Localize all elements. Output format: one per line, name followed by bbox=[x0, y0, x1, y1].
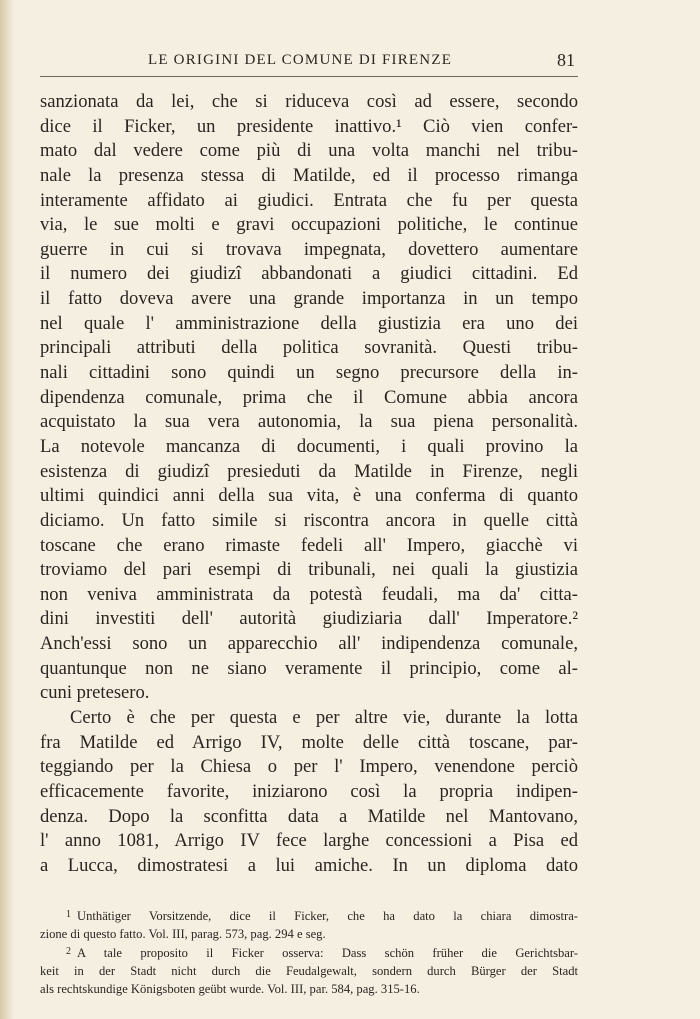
text-line: non veniva amministrata da potestà feudali, ma da' citta- bbox=[40, 583, 578, 605]
text-line: principali attributi della politica sovranità. Questi tribu- bbox=[40, 337, 578, 359]
footnotes bbox=[40, 906, 578, 999]
text-line: nale la presenza stessa di Matilde, ed il processo rimanga bbox=[40, 164, 578, 186]
footnote-1 bbox=[40, 906, 578, 925]
running-title: LE ORIGINI DEL COMUNE DI FIRENZE bbox=[148, 52, 453, 68]
body-text bbox=[40, 90, 578, 879]
text-line: dice il Ficker, un presidente inattivo.¹ Ciò vien confer- bbox=[40, 115, 578, 137]
text-line: acquistato la sua vera autonomia, la sua piena personalità. bbox=[40, 411, 578, 433]
text-line: cuni pretesero. bbox=[40, 682, 150, 704]
text-line: fra Matilde ed Arrigo IV, molte delle città toscane, par- bbox=[40, 731, 578, 753]
text-line: dipendenza comunale, prima che il Comune abbia ancora bbox=[40, 386, 578, 408]
footnote-text: als rechtskundige Königsboten geübt wurde. Vol. III, par. 584, pag. 315-16. bbox=[40, 982, 420, 997]
text-line: nel quale l' amministrazione della giustizia era uno dei bbox=[40, 312, 578, 334]
text-line: guerre in cui si trovava impegnata, dovettero aumentare bbox=[40, 238, 578, 260]
text-line: via, le sue molti e gravi occupazioni politiche, le continue bbox=[40, 214, 578, 236]
footnote-marker: 1 bbox=[66, 909, 71, 920]
text-line: ultimi quindici anni della sua vita, è una conferma di quanto bbox=[40, 485, 578, 507]
text-line: teggiando per la Chiesa o per l' Impero, venendone perciò bbox=[40, 756, 578, 778]
footnote-text: A tale proposito il Ficker osserva: Dass schön früher die Gerichtsbar- bbox=[77, 946, 578, 961]
footnote-text: keit in der Stadt nicht durch die Feudalgewalt, sondern durch Bürger der Stadt bbox=[40, 963, 578, 978]
text-line: mato dal vedere come più di una volta manchi nel tribu- bbox=[40, 140, 578, 162]
text-line: toscane che erano rimaste fedeli all' Impero, giacchè vi bbox=[40, 534, 578, 556]
text-line: dini investiti dell' autorità giudiziaria dall' Imperatore.² bbox=[40, 608, 578, 630]
text-line: Anch'essi sono un apparecchio all' indipendenza comunale, bbox=[40, 633, 578, 655]
text-line: efficacemente favorite, iniziarono così la propria indipen- bbox=[40, 780, 578, 802]
text-line: nali cittadini sono quindi un segno precursore della in- bbox=[40, 362, 578, 384]
text-line: denza. Dopo la sconfitta data a Matilde nel Mantovano, bbox=[40, 805, 578, 827]
footnote-text: zione di questo fatto. Vol. III, parag. 573, pag. 294 e seg. bbox=[40, 926, 326, 941]
text-line-paragraph-start: Certo è che per questa e per altre vie, durante la lotta bbox=[70, 707, 578, 729]
footnote-marker: 2 bbox=[66, 946, 71, 958]
text-line: La notevole mancanza di documenti, i quali provino la bbox=[40, 435, 578, 457]
header-rule bbox=[40, 76, 578, 77]
text-line: interamente affidato ai giudici. Entrata che fu per questa bbox=[40, 189, 578, 211]
text-line: esistenza di giudizî presieduti da Matilde in Firenze, negli bbox=[40, 460, 578, 482]
page-edge-shadow bbox=[0, 0, 14, 1019]
text-line: sanzionata da lei, che si riduceva così ad essere, secondo bbox=[40, 91, 578, 112]
text-line: a Lucca, dimostratesi a lui amiche. In un diploma dato bbox=[40, 854, 578, 876]
page-header bbox=[40, 50, 578, 74]
footnote-text: Unthätiger Vorsitzende, dice il Ficker, che ha dato la chiara dimostra- bbox=[77, 909, 578, 923]
footnote-2 bbox=[40, 943, 578, 962]
text-line: troviamo del pari esempi di tribunali, nei quali la giustizia bbox=[40, 559, 578, 581]
text-line: il numero dei giudizî abbandonati a giudici cittadini. Ed bbox=[40, 263, 578, 285]
page-number: 81 bbox=[557, 50, 575, 70]
text-line: il fatto doveva avere una grande importanza in un tempo bbox=[40, 288, 578, 310]
text-line: l' anno 1081, Arrigo IV fece larghe concessioni a Pisa ed bbox=[40, 830, 578, 852]
text-line: diciamo. Un fatto simile si riscontra ancora in quelle città bbox=[40, 509, 578, 531]
text-line: quantunque non ne siano veramente il principio, come al- bbox=[40, 657, 578, 679]
